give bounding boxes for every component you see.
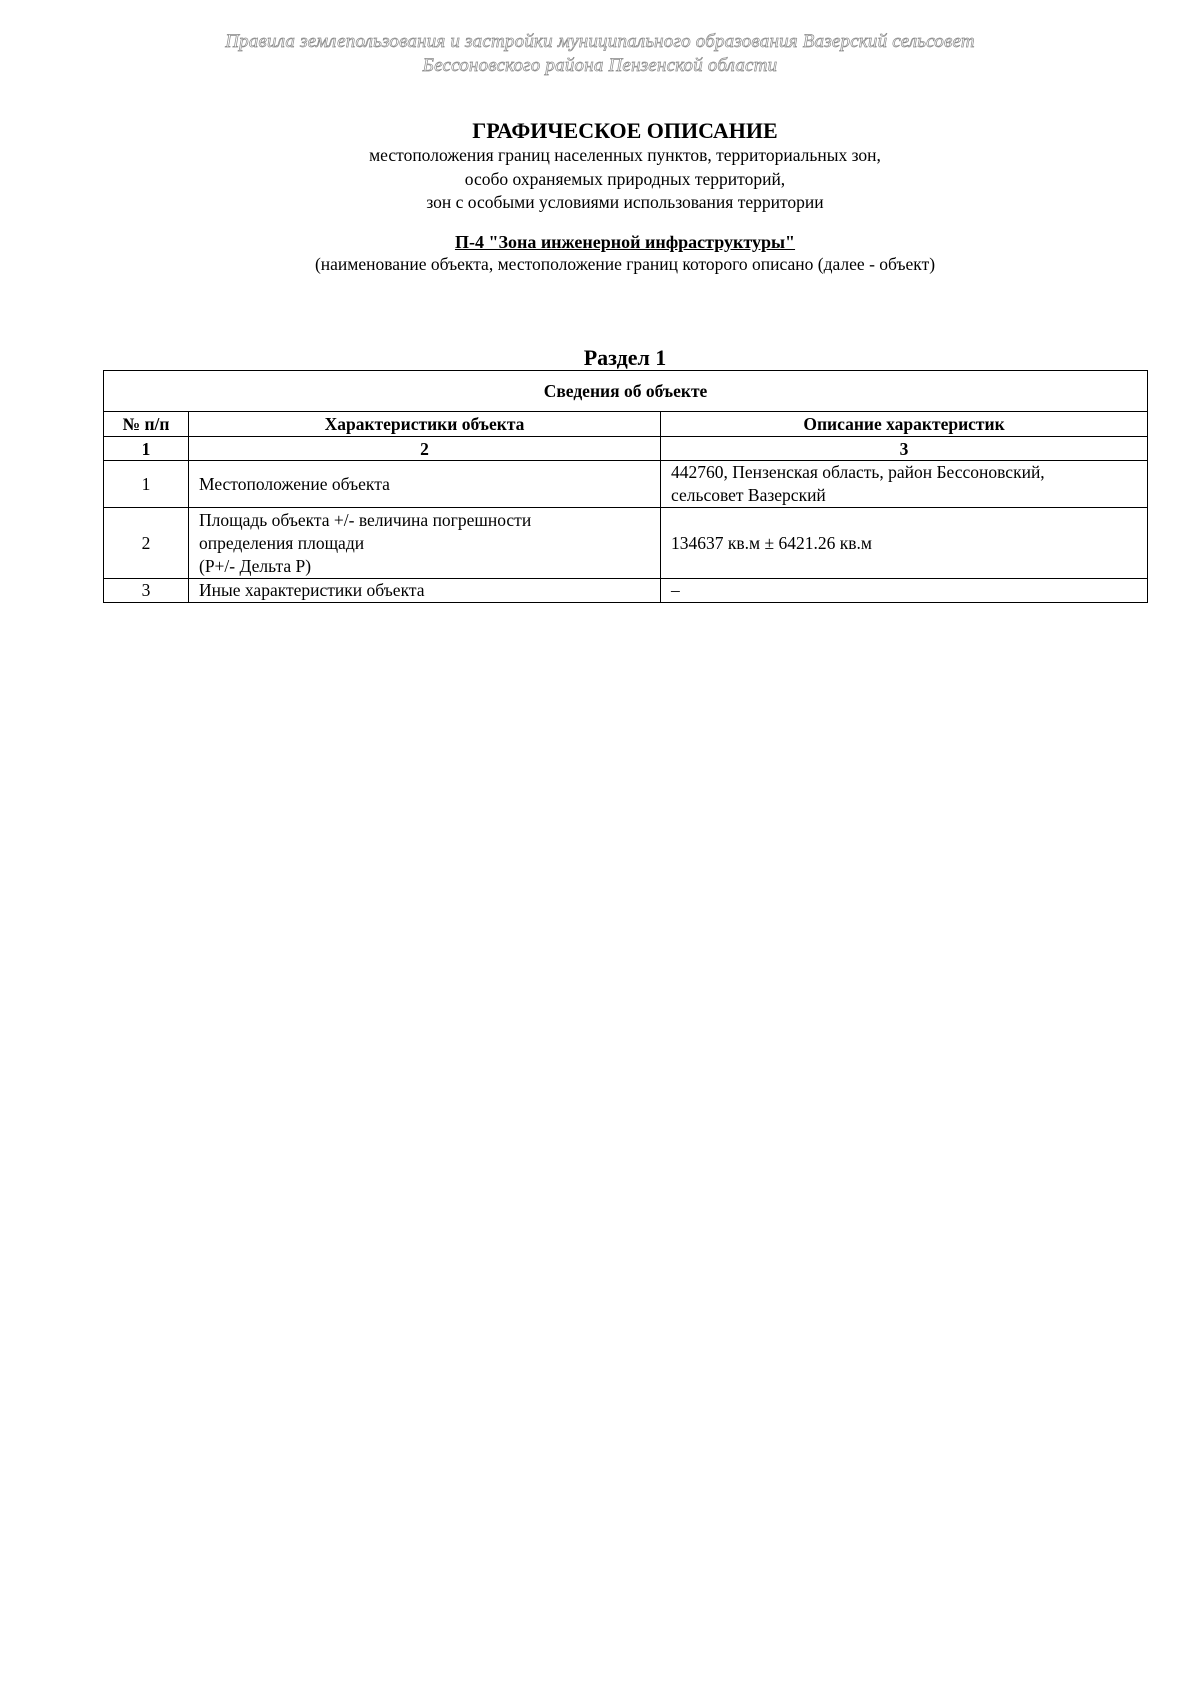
title-block [0, 118, 1200, 275]
document-subtitle-line-1: местоположения границ населенных пунктов, территориальных зон, [369, 145, 881, 165]
row-description: 134637 кв.м ± 6421.26 кв.м [661, 508, 1148, 579]
table-row [104, 579, 1148, 603]
row-description: 442760, Пензенская область, район Бессоновский, сельсовет Вазерский [661, 461, 1148, 508]
document-subtitle-line-3: зон с особыми условиями использования территории [426, 192, 824, 212]
table-row [104, 508, 1148, 579]
object-name-caption: (наименование объекта, местоположение границ которого описано (далее - объект) [314, 253, 936, 274]
row-number: 3 [104, 579, 189, 603]
document-subtitle-line-2: особо охраняемых природных территорий, [464, 168, 786, 189]
table-caption: Сведения об объекте [104, 371, 1148, 412]
running-header [0, 30, 1200, 78]
object-name: П-4 "Зона инженерной инфраструктуры" [454, 231, 796, 252]
object-info-table [103, 370, 1148, 603]
row-characteristic: Площадь объекта +/- величина погрешности определения площади (P+/- Дельта P) [189, 508, 661, 579]
row-characteristic: Иные характеристики объекта [189, 579, 661, 603]
running-header-line-2: Бессоновского района Пензенской области [422, 55, 778, 76]
row-number: 2 [104, 508, 189, 579]
running-header-line-1: Правила землепользования и застройки муниципального образования Вазерский сельсовет [225, 31, 975, 52]
column-header-characteristic: Характеристики объекта [189, 412, 661, 437]
table-header-row [104, 412, 1148, 437]
document-title: ГРАФИЧЕСКОЕ ОПИСАНИЕ [472, 118, 778, 143]
table-caption-row [104, 371, 1148, 412]
row-description: – [661, 579, 1148, 603]
column-index-3: 3 [661, 437, 1148, 461]
table-row [104, 461, 1148, 508]
column-header-description: Описание характеристик [661, 412, 1148, 437]
column-header-number: № п/п [104, 412, 189, 437]
column-index-2: 2 [189, 437, 661, 461]
table-index-row [104, 437, 1148, 461]
section-title: Раздел 1 [583, 345, 667, 370]
row-number: 1 [104, 461, 189, 508]
column-index-1: 1 [104, 437, 189, 461]
row-characteristic: Местоположение объекта [189, 461, 661, 508]
